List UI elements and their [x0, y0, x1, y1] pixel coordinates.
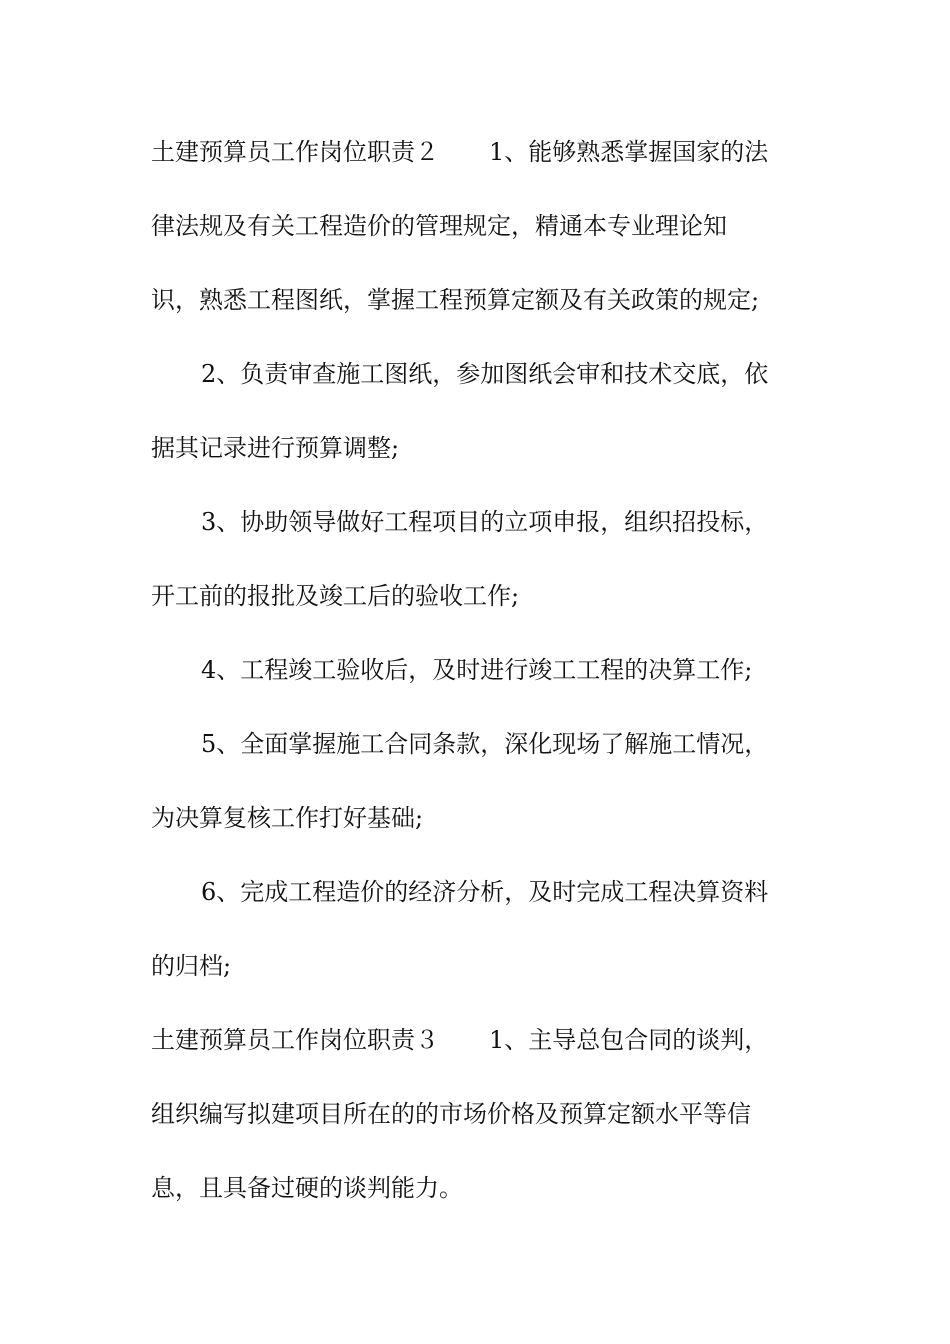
duty-item-1: 1、主导总包合同的谈判， — [489, 1026, 769, 1054]
section-3-heading: 土建预算员工作岗位职责３ — [151, 1026, 439, 1054]
paragraph-line: 据其记录进行预算调整; — [151, 434, 400, 462]
paragraph-line: 识，熟悉工程图纸，掌握工程预算定额及有关政策的规定; — [151, 286, 760, 314]
paragraph-line: 为决算复核工作打好基础; — [151, 804, 424, 832]
section-3-first-line — [151, 1025, 768, 1055]
paragraph-line: 组织编写拟建项目所在的的市场价格及预算定额水平等信 — [151, 1100, 751, 1128]
duty-item-3: 3、协助领导做好工程项目的立项申报，组织招投标， — [201, 508, 769, 536]
duty-item-5: 5、全面掌握施工合同条款，深化现场了解施工情况， — [201, 730, 769, 758]
duty-item-4: 4、工程竣工验收后，及时进行竣工工程的决算工作; — [201, 656, 753, 684]
duty-item-2: 2、负责审查施工图纸，参加图纸会审和技术交底，依 — [201, 360, 769, 388]
paragraph-line: 息，且具备过硬的谈判能力。 — [151, 1174, 463, 1202]
paragraph-line: 的归档; — [151, 952, 232, 980]
paragraph-line: 律法规及有关工程造价的管理规定，精通本专业理论知 — [151, 212, 727, 240]
section-2-heading: 土建预算员工作岗位职责２ — [151, 138, 439, 166]
section-2-first-line — [151, 137, 768, 167]
duty-item-6: 6、完成工程造价的经济分析，及时完成工程决算资料 — [201, 878, 769, 906]
paragraph-line: 开工前的报批及竣工后的验收工作; — [151, 582, 520, 610]
duty-item-1: 1、能够熟悉掌握国家的法 — [489, 138, 769, 166]
